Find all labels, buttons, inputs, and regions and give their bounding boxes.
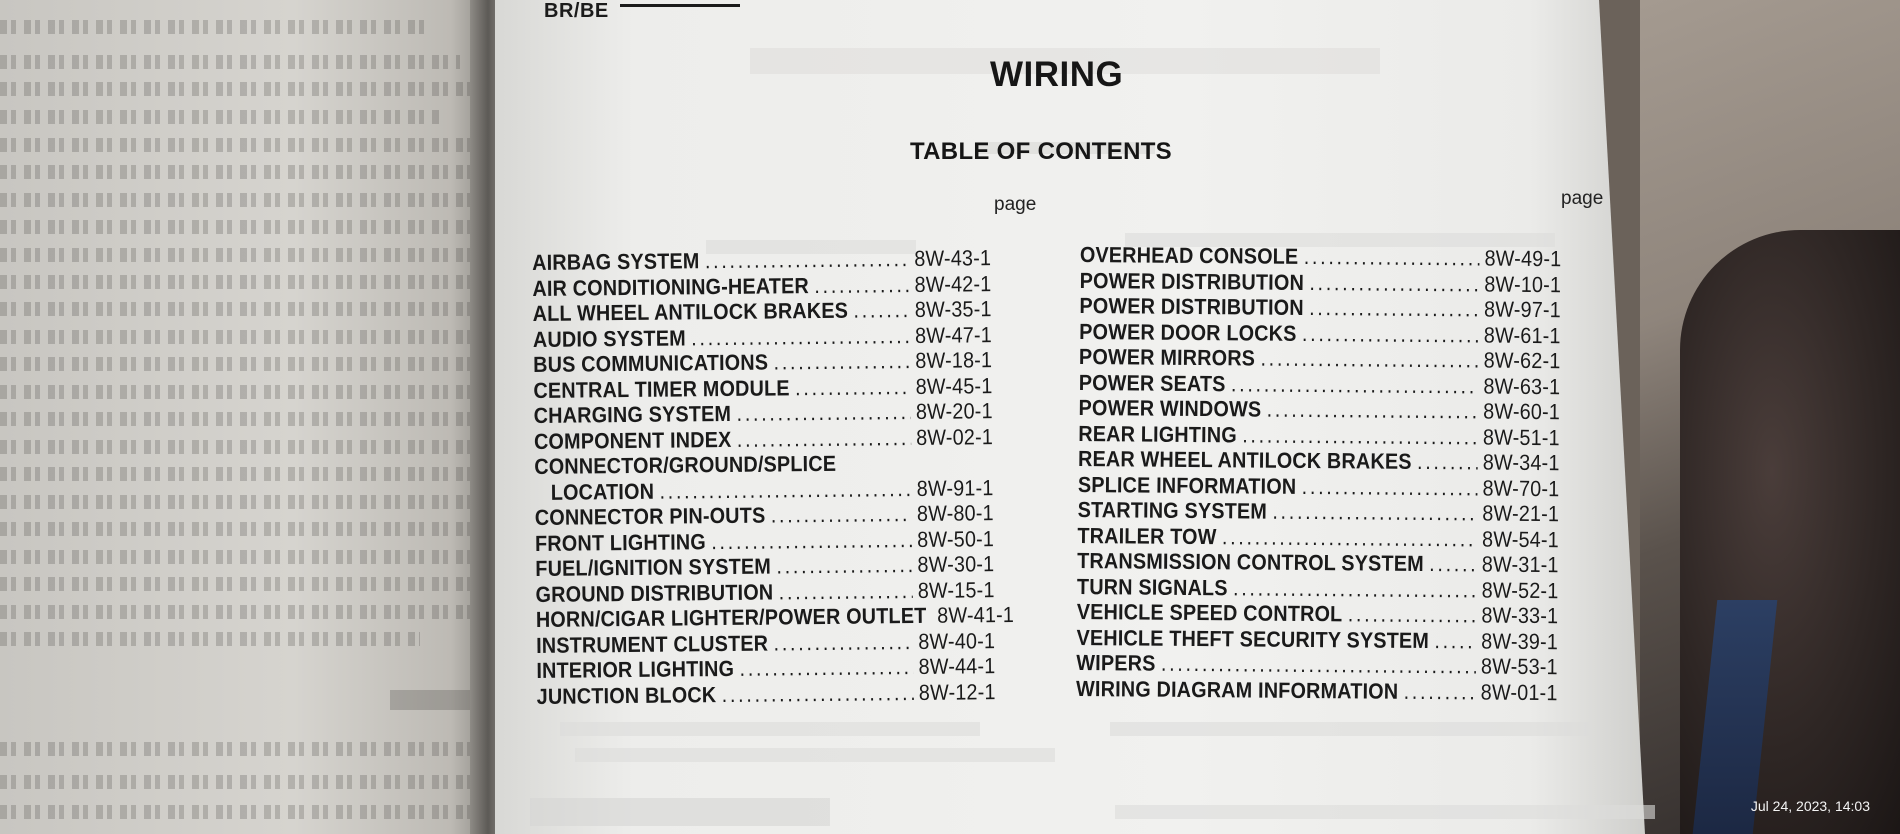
toc-dot-leader bbox=[773, 629, 913, 656]
toc-dot-leader bbox=[853, 297, 909, 324]
toc-dot-leader bbox=[1222, 524, 1477, 552]
toc-entry-label: TRANSMISSION CONTROL SYSTEM bbox=[1077, 547, 1424, 577]
toc-entry-label: ALL WHEEL ANTILOCK BRAKES bbox=[532, 297, 849, 326]
toc-entry-label: JUNCTION BLOCK bbox=[536, 681, 717, 709]
toc-entry-page: 8W-41-1 bbox=[937, 601, 1015, 628]
toc-dot-leader bbox=[773, 348, 910, 375]
toc-entry-label: TURN SIGNALS bbox=[1076, 573, 1228, 600]
toc-entry-label: WIRING DIAGRAM INFORMATION bbox=[1075, 675, 1399, 704]
toc-entry-label: AUDIO SYSTEM bbox=[532, 324, 686, 352]
toc-entry-page: 8W-20-1 bbox=[915, 398, 993, 424]
toc-dot-leader bbox=[1233, 575, 1476, 603]
toc-entry-page: 8W-91-1 bbox=[916, 474, 994, 501]
toc-dot-leader bbox=[1267, 397, 1478, 425]
toc-entry-page: 8W-15-1 bbox=[917, 576, 995, 603]
page-column-heading-left: page bbox=[994, 194, 1037, 215]
toc-entry-label: FRONT LIGHTING bbox=[534, 528, 706, 556]
toc-left-column bbox=[532, 245, 1047, 709]
toc-entry-label: GROUND DISTRIBUTION bbox=[535, 578, 774, 607]
toc-dot-leader bbox=[722, 680, 914, 708]
toc-entry-page: 8W-53-1 bbox=[1480, 653, 1558, 680]
toc-dot-leader bbox=[1348, 601, 1476, 628]
toc-entry-page: 8W-34-1 bbox=[1482, 449, 1560, 476]
toc-dot-leader bbox=[711, 527, 912, 555]
toc-entry-label: STARTING SYSTEM bbox=[1077, 496, 1268, 524]
ghost-heading bbox=[530, 798, 830, 826]
toc-entry-page: 8W-12-1 bbox=[918, 678, 996, 705]
toc-entry-page: 8W-42-1 bbox=[914, 270, 992, 297]
toc-entry-label: VEHICLE SPEED CONTROL bbox=[1076, 598, 1343, 627]
toc-entry-label: POWER SEATS bbox=[1078, 369, 1226, 396]
toc-entry-page: 8W-52-1 bbox=[1481, 577, 1559, 603]
toc-entry-page: 8W-39-1 bbox=[1481, 628, 1559, 654]
photo-timestamp: Jul 24, 2023, 14:03 bbox=[1750, 798, 1870, 814]
ghost-line bbox=[560, 722, 980, 736]
toc-entry-label: TRAILER TOW bbox=[1077, 522, 1217, 549]
toc-entry-label: REAR LIGHTING bbox=[1078, 420, 1237, 447]
toc-dot-leader bbox=[659, 476, 911, 505]
toc-entry-page: 8W-01-1 bbox=[1480, 679, 1558, 705]
toc-dot-leader bbox=[1429, 551, 1476, 577]
toc-dot-leader bbox=[691, 323, 910, 351]
toc-entry-page: 8W-62-1 bbox=[1483, 347, 1561, 374]
toc-dot-leader bbox=[771, 501, 912, 528]
toc-entry-page: 8W-43-1 bbox=[914, 245, 992, 271]
toc-entry-label: REAR WHEEL ANTILOCK BRAKES bbox=[1078, 445, 1412, 474]
toc-dot-leader bbox=[776, 552, 912, 579]
toc-entry-page: 8W-44-1 bbox=[918, 653, 996, 679]
toc-entry-page: 8W-97-1 bbox=[1483, 296, 1562, 323]
left-page-bleed-through bbox=[0, 0, 490, 834]
toc-entry-page: 8W-33-1 bbox=[1481, 602, 1559, 629]
toc-dot-leader bbox=[1434, 628, 1476, 654]
toc-entry-page: 8W-31-1 bbox=[1481, 551, 1559, 578]
toc-entry-label: LOCATION bbox=[550, 478, 655, 505]
toc-entry-label: COMPONENT INDEX bbox=[533, 426, 732, 454]
toc-dot-leader bbox=[736, 399, 910, 427]
header-rule bbox=[620, 4, 740, 7]
toc-entry-page: 8W-54-1 bbox=[1481, 526, 1560, 552]
toc-entry-page: 8W-30-1 bbox=[917, 551, 995, 577]
toc-dot-leader bbox=[795, 374, 910, 401]
toc-heading: TABLE OF CONTENTS bbox=[910, 138, 1172, 165]
toc-entry bbox=[1076, 675, 1558, 705]
ghost-line bbox=[1110, 722, 1590, 736]
toc-entry-label: SPLICE INFORMATION bbox=[1077, 471, 1297, 499]
toc-entry-label: POWER DISTRIBUTION bbox=[1079, 267, 1305, 295]
toc-entry-page: 8W-61-1 bbox=[1483, 322, 1561, 348]
toc-dot-leader bbox=[1309, 270, 1479, 297]
toc-dot-leader bbox=[1417, 449, 1477, 476]
toc-dot-leader bbox=[1302, 320, 1479, 348]
toc-entry-page: 8W-49-1 bbox=[1484, 245, 1562, 272]
toc-entry-page: 8W-02-1 bbox=[916, 423, 994, 450]
toc-dot-leader bbox=[1231, 371, 1478, 399]
toc-dot-leader bbox=[1242, 422, 1478, 450]
toc-dot-leader bbox=[779, 578, 913, 605]
toc-dot-leader bbox=[1260, 346, 1478, 374]
toc-entry-label: CONNECTOR PIN-OUTS bbox=[534, 502, 766, 530]
toc-entry-label: CHARGING SYSTEM bbox=[533, 400, 732, 428]
toc-entry-page: 8W-47-1 bbox=[914, 321, 993, 348]
toc-dot-leader bbox=[1309, 295, 1479, 322]
toc-entry-label: CONNECTOR/GROUND/SPLICE bbox=[534, 450, 837, 479]
toc-entry-label: WIPERS bbox=[1076, 649, 1156, 676]
toc-entry-label: OVERHEAD CONSOLE bbox=[1079, 242, 1299, 269]
toc-dot-leader bbox=[1272, 499, 1477, 527]
toc-entry-label: POWER DISTRIBUTION bbox=[1079, 292, 1304, 320]
toc-entry-label: AIR CONDITIONING-HEATER bbox=[532, 272, 810, 301]
toc-entry-page: 8W-35-1 bbox=[914, 296, 992, 322]
toc-entry-label: POWER MIRRORS bbox=[1078, 343, 1256, 371]
toc-entry bbox=[537, 679, 996, 709]
toc-entry-label: INSTRUMENT CLUSTER bbox=[536, 630, 769, 658]
toc-entry-label: POWER DOOR LOCKS bbox=[1079, 318, 1297, 346]
toc-dot-leader bbox=[1302, 473, 1478, 501]
left-page bbox=[0, 0, 490, 834]
toc-entry-label: BUS COMMUNICATIONS bbox=[533, 349, 769, 377]
toc-entry-label: FUEL/IGNITION SYSTEM bbox=[535, 553, 772, 581]
toc-dot-leader bbox=[1404, 678, 1476, 705]
toc-dot-leader bbox=[1161, 651, 1476, 680]
toc-entry-page: 8W-70-1 bbox=[1482, 475, 1560, 501]
toc-entry-page: 8W-63-1 bbox=[1483, 373, 1561, 399]
toc-dot-leader bbox=[814, 272, 909, 299]
toc-dot-leader bbox=[739, 654, 913, 682]
toc-entry-page: 8W-21-1 bbox=[1482, 500, 1560, 527]
toc-entry-page: 8W-50-1 bbox=[917, 525, 995, 552]
toc-dot-leader bbox=[1304, 244, 1480, 272]
toc-entry-page: 8W-80-1 bbox=[916, 500, 994, 526]
toc-entry-page: 8W-51-1 bbox=[1482, 424, 1560, 450]
toc-entry-label: VEHICLE THEFT SECURITY SYSTEM bbox=[1076, 624, 1430, 653]
page-column-heading-right: page bbox=[1561, 188, 1604, 209]
toc-right-column bbox=[1076, 242, 1615, 706]
toc-entry-page: 8W-18-1 bbox=[915, 347, 993, 373]
toc-entry-page: 8W-40-1 bbox=[918, 627, 996, 654]
toc-entry-label: POWER WINDOWS bbox=[1078, 394, 1262, 422]
toc-entry-page: 8W-45-1 bbox=[915, 372, 993, 399]
toc-entry-page: 8W-10-1 bbox=[1484, 271, 1562, 297]
toc-dot-leader bbox=[705, 246, 909, 274]
toc-entry-label: AIRBAG SYSTEM bbox=[532, 248, 700, 275]
toc-entry-page: 8W-60-1 bbox=[1483, 398, 1561, 425]
section-label: BR/BE bbox=[544, 0, 609, 22]
toc-dot-leader bbox=[737, 425, 911, 453]
ghost-line bbox=[1115, 805, 1655, 819]
toc-entry-label: INTERIOR LIGHTING bbox=[536, 655, 735, 683]
toc-entry-label: CENTRAL TIMER MODULE bbox=[533, 374, 790, 403]
toc-entry-label: HORN/CIGAR LIGHTER/POWER OUTLET bbox=[535, 602, 927, 632]
ghost-line bbox=[575, 748, 1055, 762]
page-title: WIRING bbox=[990, 55, 1124, 94]
